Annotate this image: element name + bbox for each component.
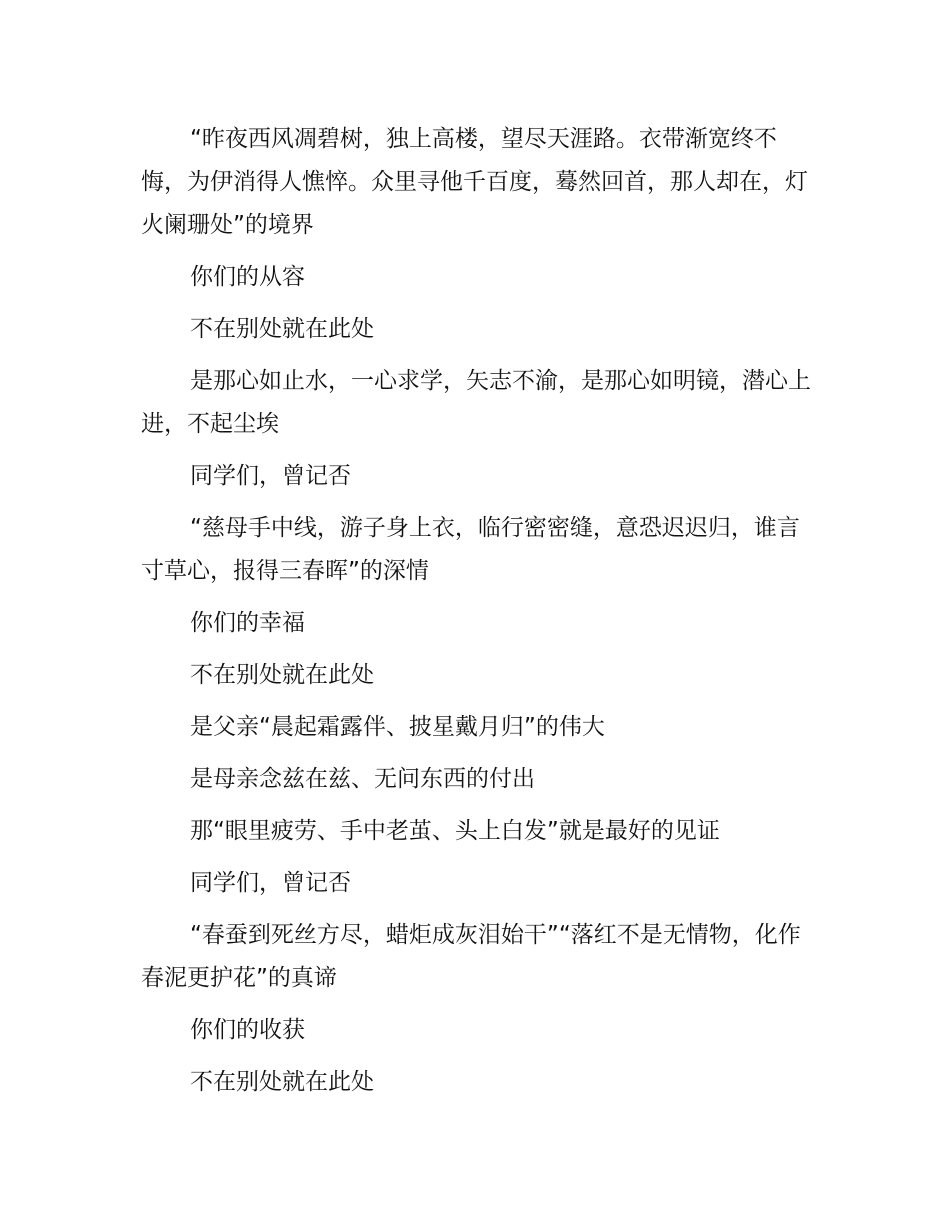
paragraph: 不在别处就在此处 <box>190 662 374 688</box>
paragraph: 不在别处就在此处 <box>190 316 374 342</box>
paragraph: 同学们，曾记否 <box>190 463 351 489</box>
paragraph: 你们的收获 <box>190 1017 305 1043</box>
paragraph: 是那心如止水，一心求学，矢志不渝，是那心如明镜，潜心上进，不起尘埃 <box>141 368 811 437</box>
paragraph: 同学们，曾记否 <box>190 870 351 896</box>
paragraph: 不在别处就在此处 <box>190 1069 374 1095</box>
paragraph: 那“眼里疲劳、手中老茧、头上白发”就是最好的见证 <box>190 818 720 844</box>
paragraph: 你们的从容 <box>190 264 305 290</box>
paragraph: “昨夜西风凋碧树，独上高楼，望尽天涯路。衣带渐宽终不悔，为伊消得人憔悴。众里寻他千百度，蓦然回首，那人却在，灯火阑珊处”的境界 <box>141 126 808 238</box>
paragraph: 是母亲念兹在兹、无问东西的付出 <box>190 766 535 792</box>
paragraph: “春蚕到死丝方尽，蜡炬成灰泪始干”“落红不是无情物，化作春泥更护花”的真谛 <box>141 922 801 991</box>
paragraph: 是父亲“晨起霜露伴、披星戴月归”的伟大 <box>190 714 605 740</box>
document-body <box>141 118 813 1113</box>
paragraph: 你们的幸福 <box>190 610 305 636</box>
paragraph: “慈母手中线，游子身上衣，临行密密缝，意恐迟迟归，谁言寸草心，报得三春晖”的深情 <box>141 515 800 584</box>
